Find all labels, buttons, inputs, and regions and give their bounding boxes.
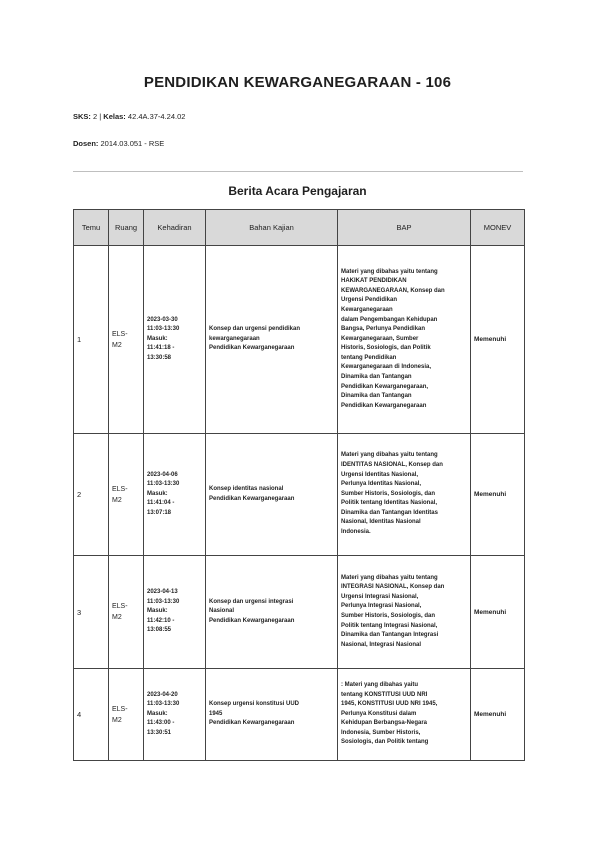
cell-temu: 2: [74, 434, 109, 556]
dosen-value: 2014.03.051 - RSE: [98, 139, 165, 148]
header-bahan-kajian: Bahan Kajian: [206, 210, 338, 246]
bap-line: Materi yang dibahas yaitu tentang: [341, 574, 438, 581]
cell-ruang: ELS- M2: [109, 434, 144, 556]
bap-line: Dinamika dan Tantangan Integrasi: [341, 632, 439, 639]
kehadiran-line: 13:30:51: [147, 729, 172, 736]
bap-line: Kewarganegaraan: [341, 306, 393, 313]
bahan-line: Konsep dan urgensi integrasi: [209, 598, 294, 605]
bahan-line: Konsep identitas nasional: [209, 485, 284, 492]
bap-line: Sosiologis, dan Politik tentang: [341, 739, 429, 746]
cell-monev: Memenuhi: [471, 434, 525, 556]
table-row: [74, 246, 525, 434]
cell-temu: 1: [74, 246, 109, 434]
bap-line: Sumber Historis, Sosiologis, dan: [341, 613, 436, 619]
bap-line: Materi yang dibahas yaitu tentang: [341, 452, 438, 459]
dosen-line: [73, 139, 164, 148]
kehadiran-line: 13:08:55: [147, 627, 172, 634]
bap-table: [73, 209, 525, 761]
kehadiran-line: 2023-04-13: [147, 589, 178, 596]
bap-line: : Materi yang dibahas yaitu: [341, 681, 419, 688]
bap-line: Historis, Sosiologis, dan Politik: [341, 345, 431, 352]
sks-kelas-line: [73, 112, 185, 121]
kehadiran-line: Masuk:: [147, 490, 168, 497]
cell-monev: Memenuhi: [471, 669, 525, 761]
bap-line: Bangsa, Perlunya Pendidikan: [341, 326, 426, 333]
cell-monev: Memenuhi: [471, 556, 525, 669]
bap-line: Sumber Historis, Sosiologis, dan: [341, 490, 436, 497]
bap-line: Perlunya Integrasi Nasional,: [341, 603, 422, 610]
bap-line: dalam Pengembangan Kehidupan: [341, 316, 438, 323]
header-kehadiran: Kehadiran: [144, 210, 206, 246]
cell-ruang: ELS- M2: [109, 246, 144, 434]
cell-ruang: ELS- M2: [109, 669, 144, 761]
cell-kehadiran: [144, 246, 206, 434]
cell-temu: 4: [74, 669, 109, 761]
bap-line: Perlunya Identitas Nasional,: [341, 481, 422, 488]
bap-line: Pendidikan Kewarganegaraan: [341, 402, 427, 409]
kehadiran-line: Masuk:: [147, 710, 168, 717]
bap-line: tentang KONSTITUSI UUD NRI: [341, 691, 428, 698]
bap-line: Politik tentang Integrasi Nasional,: [341, 622, 438, 629]
bahan-line: Pendidikan Kewarganegaraan: [209, 617, 295, 624]
bap-line: Indonesia, Sumber Historis,: [341, 729, 421, 736]
bap-line: Kewarganegaraan, Sumber: [341, 335, 419, 342]
kehadiran-line: 11:03-13:30: [147, 598, 180, 605]
bap-line: Indonesia.: [341, 529, 371, 536]
cell-bap: [338, 556, 471, 669]
bap-line: Urgensi Identitas Nasional,: [341, 471, 419, 478]
cell-bahan-kajian: [206, 669, 338, 761]
header-ruang: Ruang: [109, 210, 144, 246]
bap-line: IDENTITAS NASIONAL, Konsep dan: [341, 461, 443, 468]
bap-line: Dinamika dan Tantangan: [341, 393, 412, 400]
sks-value: 2 |: [90, 112, 104, 121]
bahan-line: Pendidikan Kewarganegaraan: [209, 345, 295, 352]
table-row: [74, 669, 525, 761]
bap-line: Dinamika dan Tantangan: [341, 374, 412, 381]
sks-label: SKS:: [73, 112, 91, 121]
bahan-line: 1945: [209, 710, 223, 717]
bap-line: Kehidupan Berbangsa-Negara: [341, 720, 428, 727]
table-row: [74, 434, 525, 556]
bap-line: Kewarganegaraan di Indonesia,: [341, 364, 432, 371]
kelas-label: Kelas:: [103, 112, 126, 121]
header-temu: Temu: [74, 210, 109, 246]
header-bap: BAP: [338, 210, 471, 246]
kehadiran-line: 11:42:10 -: [147, 617, 175, 624]
kehadiran-line: 2023-04-06: [147, 471, 178, 478]
bap-line: HAKIKAT PENDIDIKAN: [341, 278, 407, 285]
document-title: PENDIDIKAN KEWARGANEGARAAN - 106: [143, 74, 452, 91]
kehadiran-line: 11:41:04 -: [147, 500, 175, 507]
kehadiran-line: Masuk:: [147, 335, 168, 342]
bap-line: Urgensi Integrasi Nasional,: [341, 593, 419, 600]
bahan-line: kewarganegaraan: [209, 335, 260, 342]
cell-kehadiran: [144, 669, 206, 761]
bap-line: Politik tentang Identitas Nasional,: [341, 500, 438, 507]
bap-line: Urgensi Pendidikan: [341, 297, 398, 304]
kehadiran-line: 11:03-13:30: [147, 701, 180, 708]
cell-monev: Memenuhi: [471, 246, 525, 434]
kehadiran-line: 13:30:58: [147, 354, 172, 361]
cell-kehadiran: [144, 556, 206, 669]
bap-line: Nasional, Integrasi Nasional: [341, 641, 422, 648]
cell-bahan-kajian: [206, 434, 338, 556]
bahan-line: Pendidikan Kewarganegaraan: [209, 495, 295, 502]
kehadiran-line: 2023-04-20: [147, 691, 178, 698]
bap-line: Pendidikan Kewarganegaraan,: [341, 383, 429, 390]
header-monev: MONEV: [471, 210, 525, 246]
bap-line: tentang Pendidikan: [341, 354, 397, 361]
bap-line: Materi yang dibahas yaitu tentang: [341, 268, 438, 275]
bap-line: 1945, KONSTITUSI UUD NRI 1945,: [341, 701, 438, 708]
divider: [73, 171, 523, 172]
cell-bahan-kajian: [206, 556, 338, 669]
bap-line: Dinamika dan Tantangan Identitas: [341, 509, 438, 516]
kehadiran-line: Masuk:: [147, 608, 168, 615]
cell-bap: [338, 246, 471, 434]
kehadiran-line: 11:03-13:30: [147, 326, 180, 333]
bahan-line: Pendidikan Kewarganegaraan: [209, 720, 295, 727]
cell-bahan-kajian: [206, 246, 338, 434]
section-title: Berita Acara Pengajaran: [228, 184, 367, 198]
bahan-line: Nasional: [209, 608, 235, 615]
table-header-row: [74, 210, 525, 246]
cell-temu: 3: [74, 556, 109, 669]
bahan-line: Konsep urgensi konstitusi UUD: [209, 701, 300, 708]
bap-line: Perlunya Konstitusi dalam: [341, 710, 417, 717]
kelas-value: 42.4A.37-4.24.02: [125, 112, 186, 121]
cell-bap: [338, 669, 471, 761]
cell-kehadiran: [144, 434, 206, 556]
bap-line: Nasional, Identitas Nasional: [341, 519, 421, 526]
bahan-line: Konsep dan urgensi pendidikan: [209, 326, 301, 333]
kehadiran-line: 2023-03-30: [147, 316, 178, 323]
kehadiran-line: 11:43:00 -: [147, 720, 175, 727]
kehadiran-line: 13:07:18: [147, 509, 172, 516]
table-row: [74, 556, 525, 669]
bap-line: KEWARGANEGARAAN, Konsep dan: [341, 287, 445, 294]
kehadiran-line: 11:03-13:30: [147, 481, 180, 488]
cell-ruang: ELS- M2: [109, 556, 144, 669]
dosen-label: Dosen:: [73, 139, 99, 148]
bap-line: INTEGRASI NASIONAL, Konsep dan: [341, 584, 445, 591]
cell-bap: [338, 434, 471, 556]
kehadiran-line: 11:41:18 -: [147, 345, 175, 352]
